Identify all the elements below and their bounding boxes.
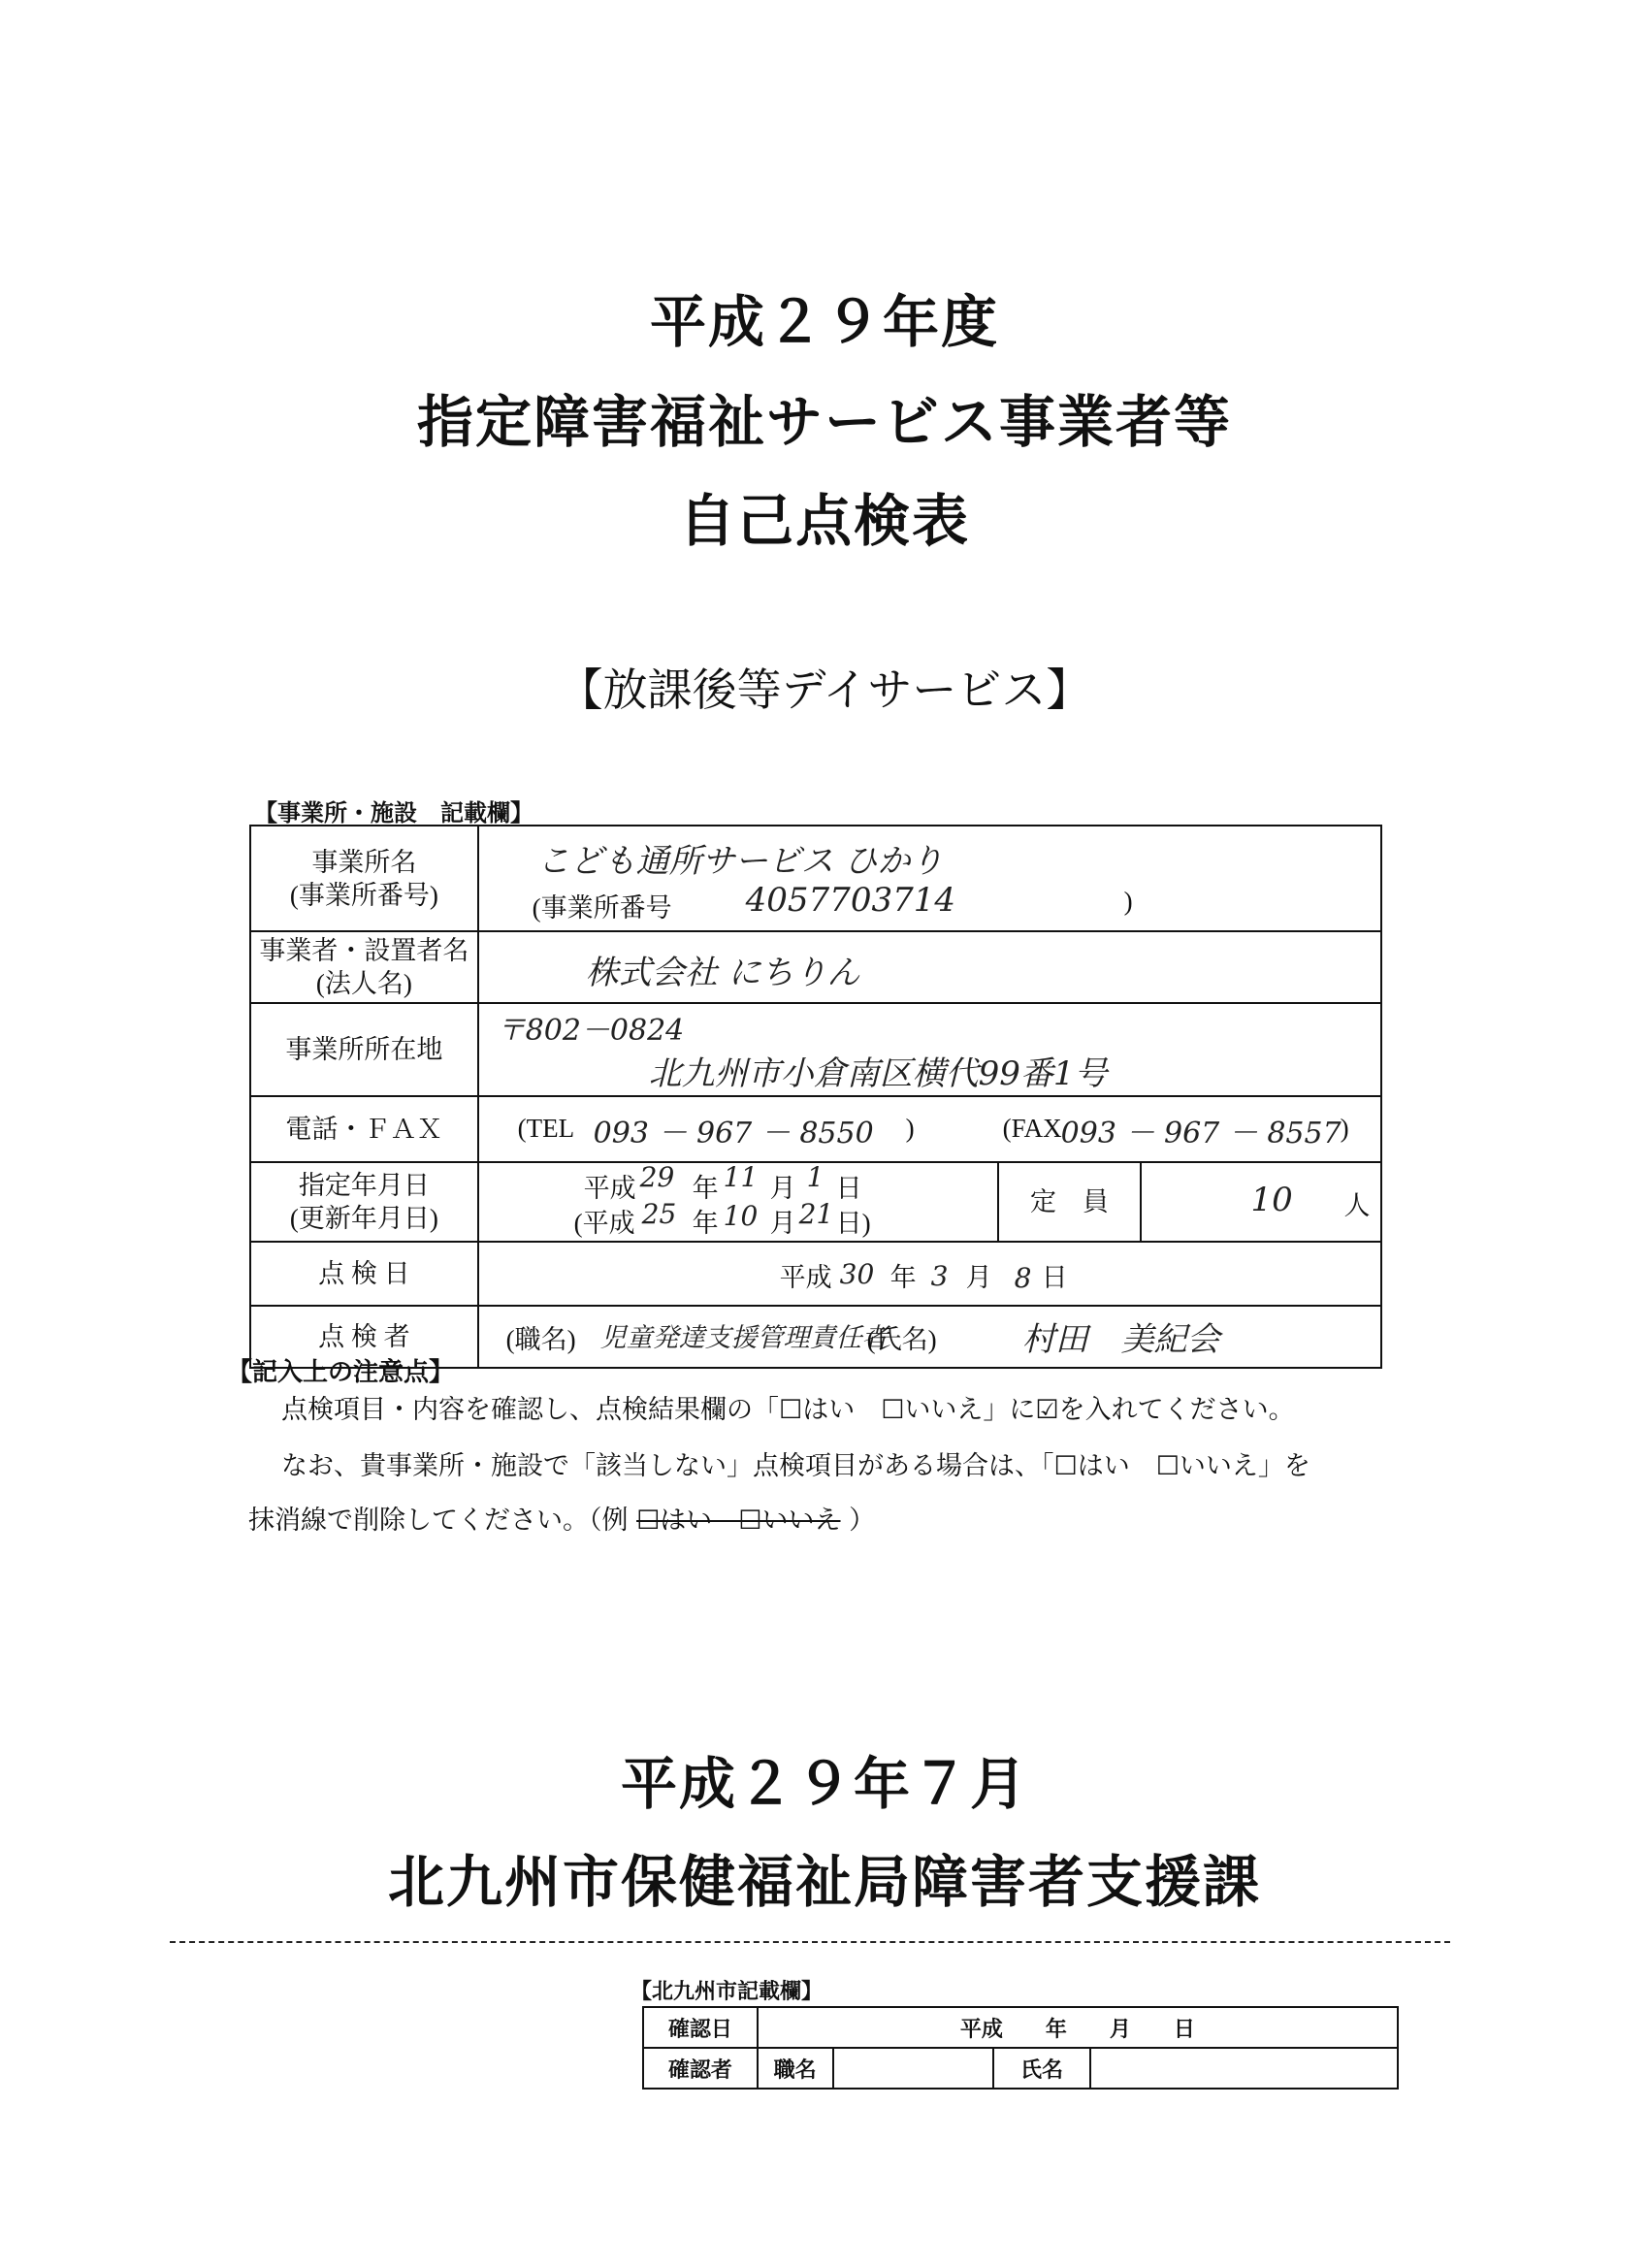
row-operator: [250, 931, 1381, 1003]
row-designation: [250, 1162, 1381, 1242]
name-value-cell: [1090, 2048, 1398, 2089]
city-section-label: 【北九州市記載欄】: [630, 1980, 824, 2004]
inspection-day: 8: [1014, 1262, 1032, 1294]
notes-strike-example: ☐はい ☐いいえ: [636, 1506, 841, 1536]
postal-code-value: 〒802－0824: [496, 1014, 685, 1048]
address-value: 北九州市小倉南区横代99番1号: [648, 1054, 1108, 1093]
name-label-cell: 氏名: [993, 2048, 1090, 2089]
row-phone-fax: [250, 1096, 1381, 1162]
label-inspector: 点 検 者: [318, 1322, 410, 1351]
inspection-day-unit: 日: [1041, 1263, 1068, 1292]
inspection-year-unit: 年: [889, 1263, 917, 1292]
inspection-year: 30: [839, 1258, 875, 1290]
footer-department: 北九州市保健福祉局障害者支援課: [387, 1849, 1261, 1915]
renewal-month: 10: [723, 1200, 759, 1232]
label-renewal-date: (更新年月日): [289, 1204, 438, 1233]
designation-month: 11: [723, 1161, 759, 1193]
designation-day: 1: [806, 1161, 824, 1193]
fax-prefix: (FAX: [1002, 1114, 1062, 1143]
row-address: [250, 1003, 1381, 1096]
tel-suffix: ): [905, 1114, 915, 1143]
designation-era: 平成: [583, 1174, 636, 1203]
office-number-suffix: ): [1123, 887, 1133, 916]
label-operator: 事業者・設置者名: [259, 936, 469, 965]
renewal-day-unit: 日): [835, 1209, 871, 1238]
notes-line-3-prefix: 抹消線で削除してください。（例: [248, 1506, 629, 1536]
row-office-name: [250, 826, 1381, 931]
label-capacity: 定 員: [1030, 1187, 1110, 1216]
row-inspection-date: [250, 1242, 1381, 1306]
capacity-unit: 人: [1343, 1191, 1371, 1220]
tel-prefix: (TEL: [517, 1114, 575, 1143]
name-label: (氏名): [866, 1325, 937, 1354]
designation-day-unit: 日: [835, 1174, 862, 1203]
facility-section-label: 【事業所・施設 記載欄】: [254, 799, 534, 826]
office-number-prefix: (事業所番号: [532, 893, 672, 923]
inspection-era: 平成: [779, 1263, 832, 1292]
city-row-confirmer: [643, 2048, 1398, 2089]
office-name-value: こども通所サービス ひかり: [536, 842, 944, 881]
corp-name-value: 株式会社 にちりん: [585, 954, 860, 992]
facility-form-table: [249, 825, 1382, 1369]
renewal-era: (平成: [573, 1209, 635, 1238]
label-office-number: (事業所番号): [289, 880, 438, 910]
renewal-day: 21: [798, 1198, 834, 1230]
main-title: 指定障害福祉サービス事業者等: [416, 389, 1232, 455]
designation-month-unit: 月: [769, 1174, 796, 1203]
doc-title: 自己点検表: [678, 488, 970, 554]
office-number-value: 4057703714: [745, 881, 955, 920]
label-corp-name: (法人名): [315, 969, 412, 998]
notes-heading: 【記入上の注意点】: [227, 1358, 455, 1387]
city-form-table: [642, 2006, 1399, 2090]
fax-value: 093 － 967 － 8557: [1060, 1117, 1342, 1150]
notes-line-2: なお、貴事業所・施設で「該当しない」点検項目がある場合は、「☐はい ☐いいえ」を: [281, 1451, 1310, 1481]
confirm-date-label: 確認日: [643, 2007, 758, 2048]
job-title-value: 児童発達支援管理責任者: [599, 1323, 889, 1353]
inspection-month: 3: [930, 1260, 949, 1292]
dashed-divider: [170, 1941, 1450, 1943]
label-inspection-date: 点 検 日: [318, 1259, 410, 1288]
label-designation-date: 指定年月日: [298, 1171, 430, 1200]
fax-suffix: ): [1340, 1114, 1349, 1143]
inspector-name-value: 村田 美紀会: [1021, 1320, 1220, 1359]
label-address: 事業所所在地: [285, 1035, 443, 1064]
footer-date: 平成２９年７月: [620, 1751, 1028, 1817]
inspection-month-unit: 月: [965, 1263, 992, 1292]
job-value-cell: [833, 2048, 994, 2089]
label-phone-fax: 電話・ＦＡＸ: [285, 1115, 443, 1144]
job-title-label: (職名): [505, 1325, 576, 1354]
renewal-year: 25: [641, 1198, 677, 1230]
tel-value: 093 － 967 － 8550: [593, 1117, 874, 1150]
renewal-month-unit: 月: [769, 1209, 796, 1238]
renewal-year-unit: 年: [692, 1209, 719, 1238]
notes-line-3: [248, 1498, 1364, 1544]
capacity-number: 10: [1250, 1181, 1293, 1219]
confirmer-label: 確認者: [643, 2048, 758, 2089]
designation-year: 29: [639, 1161, 675, 1193]
label-office-name: 事業所名: [311, 847, 417, 877]
designation-year-unit: 年: [692, 1174, 719, 1203]
confirm-date-value: 平成 年 月 日: [758, 2007, 1398, 2048]
notes-line-3-suffix: ）: [849, 1506, 876, 1536]
service-type: 【放課後等デイサービス】: [558, 664, 1091, 716]
year-title: 平成２９年度: [649, 289, 999, 355]
notes-line-1: 点検項目・内容を確認し、点検結果欄の「☐はい ☐いいえ」に☑を入れてください。: [281, 1395, 1295, 1425]
job-label: 職名: [758, 2048, 833, 2089]
city-row-confirm-date: [643, 2007, 1398, 2048]
